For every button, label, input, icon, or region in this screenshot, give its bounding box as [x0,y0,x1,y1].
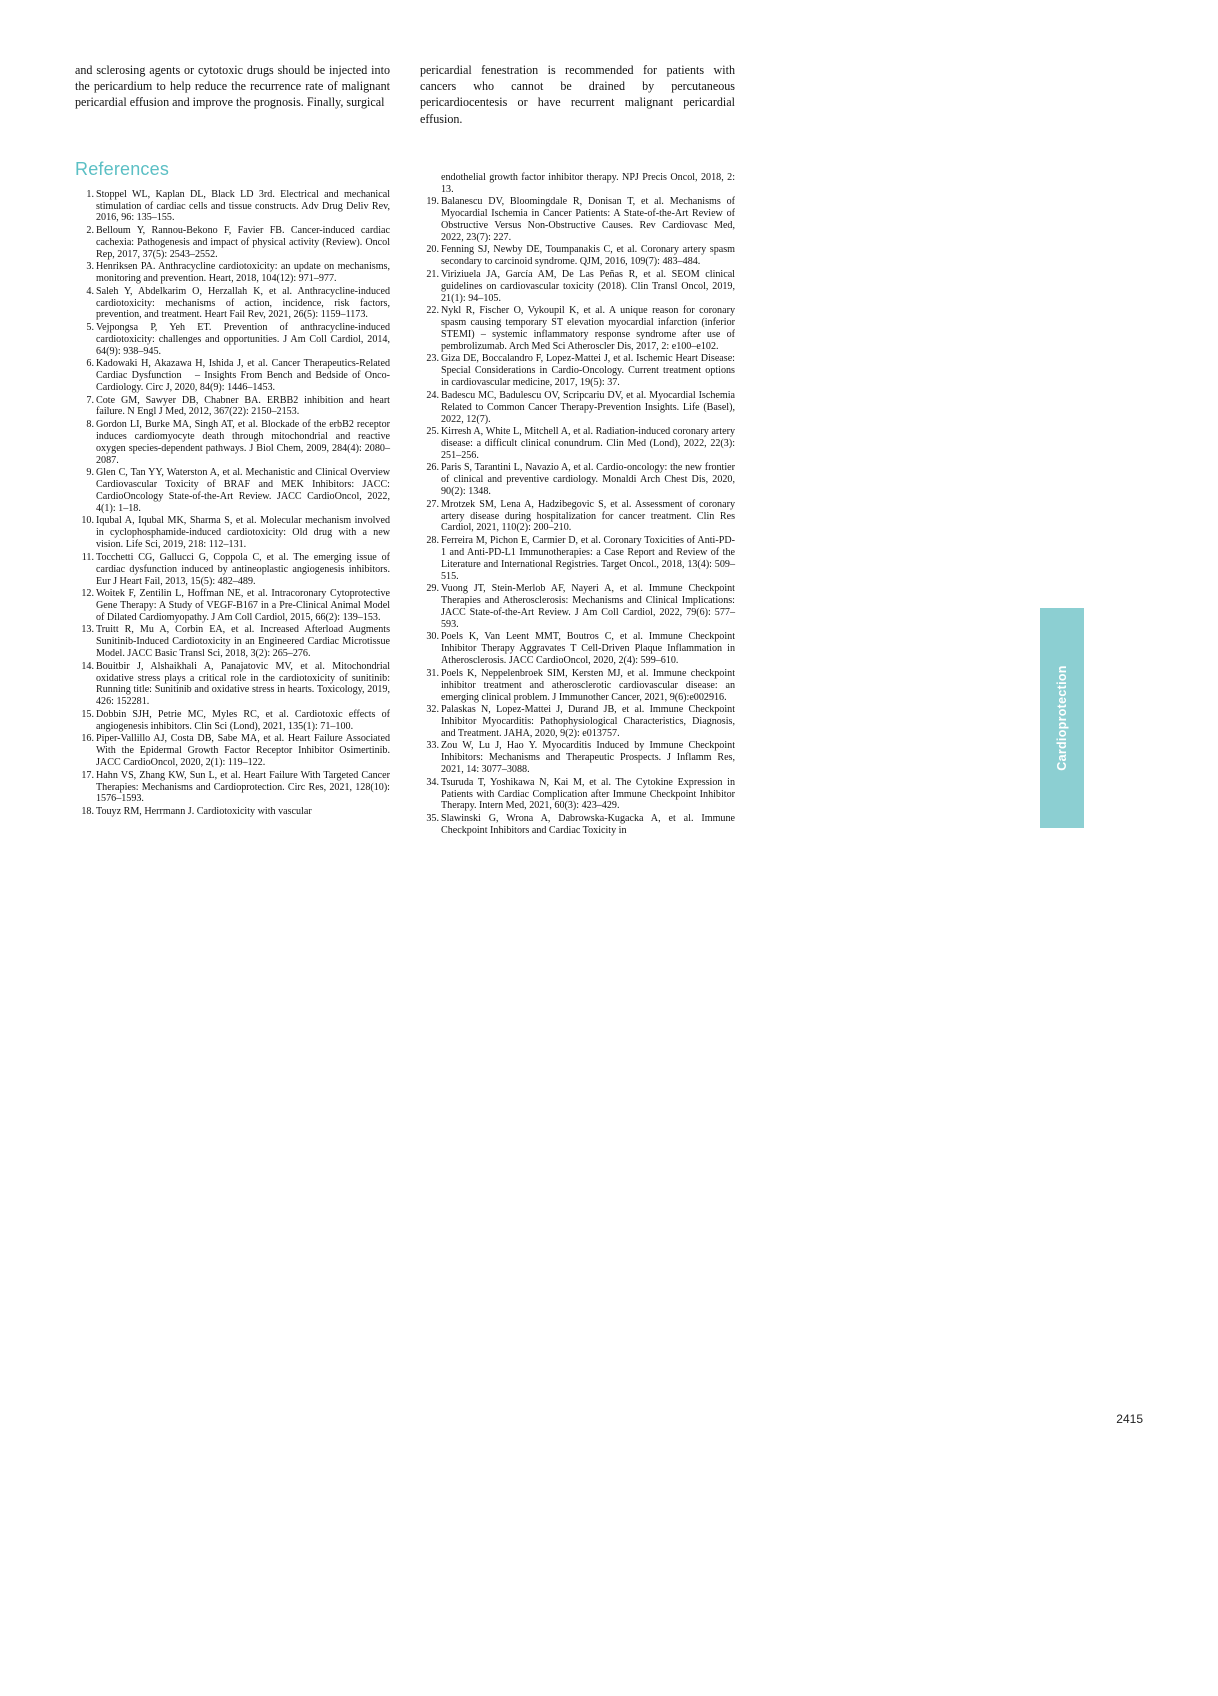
intro-paragraph-left: and sclerosing agents or cytotoxic drugs should be injected into the pericardium to help reduce the recurrence rate of malignant pericardial effusion and improve the prognosis. Finally, surgical [75,63,390,110]
list-item [420,777,735,813]
reference-number: 20. [426,244,439,256]
reference-number: 18. [81,805,94,817]
reference-text: Poels K, Van Leent MMT, Boutros C, et al. Immune Checkpoint Inhibitor Therapy Aggravates T Cell-Driven Plaque Inflammation in Atherosclerosis. JACC CardioOncol, 2020, 2(4): 599–610. [441,631,735,667]
reference-text: Kadowaki H, Akazawa H, Ishida J, et al. Cancer Therapeutics-Related Cardiac Dysfunction – Insights From Bench and Bedside of Onco-Cardiology. Circ J, 2020, 84(9): 1446–1453. [96,358,390,394]
list-item [75,661,390,709]
list-item [420,244,735,268]
reference-text: Fenning SJ, Newby DE, Toumpanakis C, et al. Coronary artery spasm secondary to carcinoid syndrome. QJM, 2016, 109(7): 483–484. [441,244,735,268]
reference-number: 33. [426,740,439,752]
reference-list-right [420,172,735,837]
reference-text: Dobbin SJH, Petrie MC, Myles RC, et al. Cardiotoxic effects of angiogenesis inhibitors. Clin Sci (Lond), 2021, 135(1): 71–100. [96,708,390,732]
list-item [75,358,390,394]
list-item [420,668,735,704]
reference-number: 14. [81,660,94,672]
reference-text: Hahn VS, Zhang KW, Sun L, et al. Heart Failure With Targeted Cancer Therapies: Mechanisms and Cardioprotection. Circ Res, 2021, 128(10): 1576–1593. [96,769,390,805]
reference-number: 2. [86,224,94,236]
reference-text: Piper-Vallillo AJ, Costa DB, Sabe MA, et al. Heart Failure Associated With the Epidermal Growth Factor Receptor Inhibitor Osimertinib. JACC CardioOncol, 2020, 2(1): 119–122. [96,733,390,769]
reference-text: Vejpongsa P, Yeh ET. Prevention of anthracycline-induced cardiotoxicity: challenges and opportunities. J Am Coll Cardiol, 2014, 64(9): 938–945. [96,321,390,357]
left-column [75,62,390,818]
list-item [420,535,735,583]
reference-number: 31. [426,667,439,679]
list-item [75,225,390,261]
right-column [420,62,735,837]
references-heading: References [75,158,170,179]
list-item [420,462,735,498]
reference-number: 26. [426,462,439,474]
reference-number: 1. [86,188,94,200]
list-item [420,813,735,837]
reference-number: 23. [426,353,439,365]
list-item [75,770,390,806]
list-item [75,733,390,769]
list-item [75,709,390,733]
reference-text: Zou W, Lu J, Hao Y. Myocarditis Induced by Immune Checkpoint Inhibitors: Mechanisms and Therapeutic Prospects. J Inflamm Res, 2021, 14: 3077–3088. [441,740,735,776]
list-item [75,515,390,551]
list-item [75,806,390,818]
two-column-layout [75,62,735,837]
list-item [420,583,735,631]
reference-number: 9. [86,467,94,479]
reference-text: Saleh Y, Abdelkarim O, Herzallah K, et al. Anthracycline-induced cardiotoxicity: mechanisms of action, incidence, risk factors, prevention, and treatment. Heart Fail Rev, 2021, 26(5): 1159–1173. [96,285,390,321]
reference-number: 21. [426,268,439,280]
reference-number: 8. [86,418,94,430]
reference-list-left [75,189,390,818]
reference-text: Mrotzek SM, Lena A, Hadzibegovic S, et al. Assessment of coronary artery disease during hospitalization for cancer treatment. Clin Res Cardiol, 2021, 110(2): 200–210. [441,498,735,534]
list-item [75,419,390,467]
section-thumb-tab [1040,608,1084,828]
reference-text: Tsuruda T, Yoshikawa N, Kai M, et al. The Cytokine Expression in Patients with Cardiac Complication after Immune Checkpoint Inhibitor Therapy. Intern Med, 2021, 60(3): 423–429. [441,776,735,812]
reference-number: 25. [426,426,439,437]
list-item [75,189,390,225]
reference-number: 15. [81,708,94,720]
list-item [75,624,390,660]
reference-text: Slawinski G, Wrona A, Dabrowska-Kugacka A, et al. Immune Checkpoint Inhibitors and Cardiac Toxicity in [441,812,735,836]
reference-text: Gordon LI, Burke MA, Singh AT, et al. Blockade of the erbB2 receptor induces cardiomyocyte death through mitochondrial and reactive oxygen species-dependent pathways. J Biol Chem, 2009, 284(4): 2080–2087. [96,418,390,466]
intro-paragraph-right: pericardial fenestration is recommended for patients with cancers who cannot be drained by percutaneous pericardiocentesis or have recurrent malignant pericardial effusion. [420,63,735,126]
reference-number: 13. [81,624,94,636]
reference-text: Kirresh A, White L, Mitchell A, et al. Radiation-induced coronary artery disease: a difficult clinical conundrum. Clin Med (Lond), 2022, 22(3): 251–256. [441,426,735,461]
list-item [420,196,735,244]
reference-number: 24. [426,389,439,401]
reference-text: Woitek F, Zentilin L, Hoffman NE, et al. Intracoronary Cytoprotective Gene Therapy: A Study of VEGF-B167 in a Pre-Clinical Animal Model of Dilated Cardiomyopathy. J Am Coll Cardiol, 2015, 66(2): 139–153. [96,588,390,623]
reference-number: 17. [81,769,94,781]
reference-number: 3. [86,261,94,273]
reference-text: Giza DE, Boccalandro F, Lopez-Mattei J, et al. Ischemic Heart Disease: Special Considerations in Cardio-Oncology. Current treatment options in cardiovascular medicine, 2017, 19(5): 37. [441,353,735,389]
reference-text: Bouitbir J, Alshaikhali A, Panajatovic MV, et al. Mitochondrial oxidative stress plays a critical role in the cardiotoxicity of sunitinib: Running title: Sunitinib and oxidative stress in hearts. Toxicology, 2019, 426: 152281. [96,660,390,708]
reference-number: 30. [426,631,439,643]
reference-text: Henriksen PA. Anthracycline cardiotoxicity: an update on mechanisms, monitoring and prevention. Heart, 2018, 104(12): 971–977. [96,261,390,285]
reference-text: Touyz RM, Herrmann J. Cardiotoxicity with vascular [96,805,312,817]
list-item [420,390,735,426]
reference-number: 7. [86,394,94,406]
list-item [75,322,390,358]
list-item [75,552,390,588]
reference-number: 19. [426,196,439,208]
reference-number: 10. [81,515,94,527]
reference-number: 34. [426,776,439,788]
reference-number: 32. [426,704,439,715]
list-item [420,740,735,776]
list-item [420,172,735,196]
reference-text: Truitt R, Mu A, Corbin EA, et al. Increased Afterload Augments Sunitinib-Induced Cardiotoxicity in an Engineered Cardiac Microtissue Model. JACC Basic Transl Sci, 2018, 3(2): 265–276. [96,624,390,660]
reference-number: 28. [426,534,439,546]
reference-number: 16. [81,733,94,745]
reference-text: Ferreira M, Pichon E, Carmier D, et al. Coronary Toxicities of Anti-PD-1 and Anti-PD-L1 Immunotherapies: a Case Report and Review of the Literature and International Registries. Target Oncol., 2018, 13(4): 509–515. [441,534,735,582]
list-item [75,467,390,515]
reference-text: Balanescu DV, Bloomingdale R, Donisan T, et al. Mechanisms of Myocardial Ischemia in Cancer Patients: A State-of-the-Art Review of Obstructive Versus Non-Obstructive Causes. Rev Cardiovasc Med, 2022, 23(7): 227. [441,196,735,243]
list-item [420,353,735,389]
list-item [75,286,390,322]
reference-text: Stoppel WL, Kaplan DL, Black LD 3rd. Electrical and mechanical stimulation of cardiac cells and tissue constructs. Adv Drug Deliv Rev, 2016, 96: 135–155. [96,188,390,224]
reference-text: Nykl R, Fischer O, Vykoupil K, et al. A unique reason for coronary spasm causing temporary ST elevation myocardial infarction (inferior STEMI) – systemic inflammatory response syndrome after use of pembrolizumab. Arch Med Sci Atheroscler Dis, 2017, 2: e100–e102. [441,305,735,352]
list-item [420,499,735,535]
reference-text: Vuong JT, Stein-Merlob AF, Nayeri A, et al. Immune Checkpoint Therapies and Atherosclerosis: Mechanisms and Clinical Implications: JACC State-of-the-Art Review. J Am Coll Cardiol, 2022, 79(6): 577–593. [441,583,735,630]
reference-number: 11. [81,551,94,563]
page-number: 2415 [1116,1412,1143,1426]
reference-number: 22. [426,305,439,317]
list-item [420,704,735,740]
reference-text: Cote GM, Sawyer DB, Chabner BA. ERBB2 inhibition and heart failure. N Engl J Med, 2012, 367(22): 2150–2153. [96,394,390,418]
reference-text: Viriziuela JA, García AM, De Las Peñas R, et al. SEOM clinical guidelines on cardiovascular toxicity (2018). Clin Transl Oncol, 2019, 21(1): 94–105. [441,268,735,304]
reference-number: 4. [86,285,94,297]
reference-text: Poels K, Neppelenbroek SIM, Kersten MJ, et al. Immune checkpoint inhibitor treatment and atherosclerotic cardiovascular disease: an emerging clinical problem. J Immunother Cancer, 2021, 9(6):e002916. [441,667,735,703]
reference-text: Badescu MC, Badulescu OV, Scripcariu DV, et al. Myocardial Ischemia Related to Common Cancer Therapy-Prevention Insights. Life (Basel), 2022, 12(7). [441,389,735,425]
reference-text: Palaskas N, Lopez-Mattei J, Durand JB, et al. Immune Checkpoint Inhibitor Myocarditis: Pathophysiological Characteristics, Diagnosis, and Treatment. JAHA, 2020, 9(2): e013757. [441,704,735,739]
list-item [75,588,390,624]
list-item [420,305,735,353]
reference-number: 35. [426,812,439,824]
reference-text: Glen C, Tan YY, Waterston A, et al. Mechanistic and Clinical Overview Cardiovascular Toxicity of BRAF and MEK Inhibitors: JACC: CardioOncology State-of-the-Art Review. JACC CardioOncol, 2022, 4(1): 1–18. [96,467,390,514]
reference-text: Iqubal A, Iqubal MK, Sharma S, et al. Molecular mechanism involved in cyclophosphamide-induced cardiotoxicity: Old drug with a new vision. Life Sci, 2019, 218: 112–131. [96,515,390,551]
list-item [75,395,390,419]
reference-number: 6. [86,358,94,370]
reference-number: 29. [426,583,439,595]
reference-number: 12. [81,588,94,600]
list-item [420,269,735,305]
reference-text: Paris S, Tarantini L, Navazio A, et al. Cardio-oncology: the new frontier of clinical and preventive cardiology. Monaldi Arch Chest Dis, 2020, 90(2): 1348. [441,462,735,498]
section-thumb-tab-label: Cardioprotection [1055,665,1069,771]
reference-text: endothelial growth factor inhibitor therapy. NPJ Precis Oncol, 2018, 2: 13. [441,171,735,195]
reference-text: Belloum Y, Rannou-Bekono F, Favier FB. Cancer-induced cardiac cachexia: Pathogenesis and impact of physical activity (Review). Oncol Rep, 2017, 37(5): 2543–2552. [96,224,390,260]
list-item [420,426,735,462]
reference-number: 27. [426,498,439,510]
reference-text: Tocchetti CG, Gallucci G, Coppola C, et al. The emerging issue of cardiac dysfunction induced by antineoplastic angiogenesis inhibitors. Eur J Heart Fail, 2013, 15(5): 482–489. [96,551,390,587]
column-spacer [420,127,735,172]
reference-number: 5. [86,321,94,333]
list-item [75,261,390,285]
list-item [420,631,735,667]
